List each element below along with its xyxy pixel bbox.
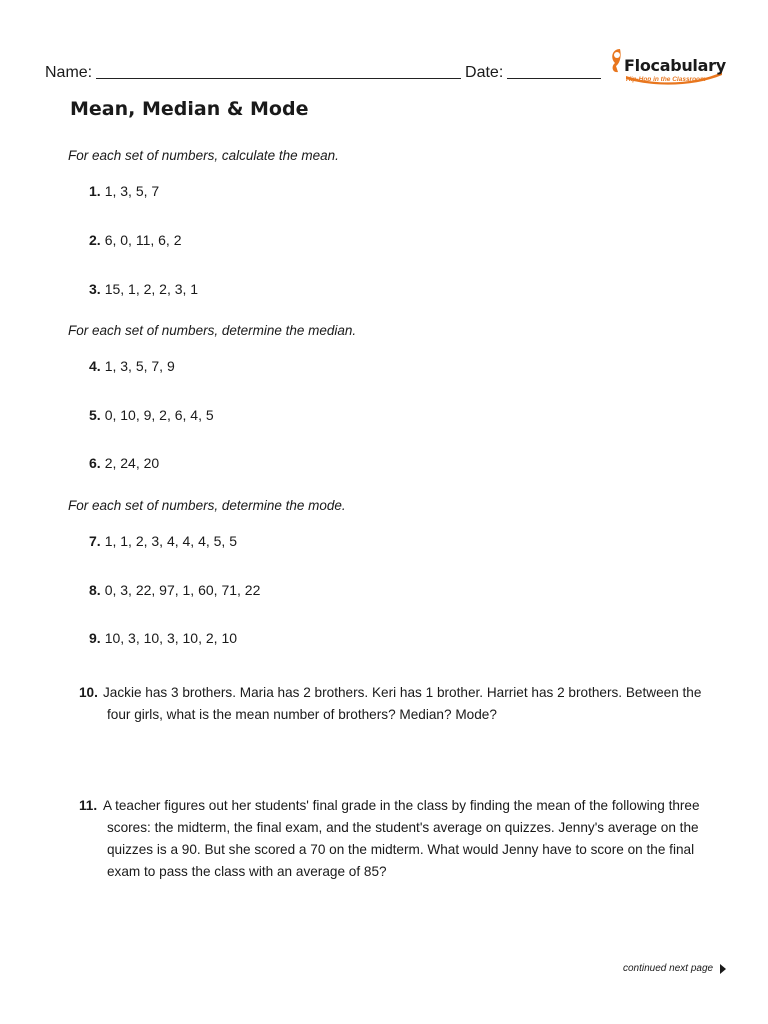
problem-number: 7.: [89, 533, 101, 549]
date-field-line[interactable]: [507, 58, 601, 79]
arrow-right-icon: [720, 964, 726, 974]
section-instruction-median: For each set of numbers, determine the median.: [68, 323, 357, 338]
problem-text: 2, 24, 20: [104, 455, 160, 471]
problem-text: 10, 3, 10, 3, 10, 2, 10: [104, 630, 238, 646]
problem-number: 10.: [79, 685, 98, 700]
problem-6: [89, 455, 159, 471]
problem-number: 8.: [89, 582, 101, 598]
name-field-line[interactable]: [96, 58, 461, 79]
problem-text: 1, 1, 2, 3, 4, 4, 4, 5, 5: [104, 533, 237, 549]
problem-text: 6, 0, 11, 6, 2: [104, 232, 182, 248]
continued-label: continued next page: [623, 963, 714, 974]
word-problem-11: [79, 795, 719, 883]
problem-text: 0, 10, 9, 2, 6, 4, 5: [104, 407, 214, 423]
section-instruction-mean: For each set of numbers, calculate the mean.: [68, 148, 339, 163]
problem-4: [89, 358, 175, 374]
problem-text: 15, 1, 2, 2, 3, 1: [104, 281, 199, 297]
problem-8: [89, 582, 260, 598]
problem-number: 1.: [89, 183, 101, 199]
worksheet-title: Mean, Median & Mode: [70, 98, 309, 120]
problem-2: [89, 232, 181, 248]
problem-5: [89, 407, 214, 423]
date-label: Date:: [465, 64, 504, 81]
continued-next-page[interactable]: [623, 963, 726, 974]
word-problem-10: [79, 682, 719, 726]
problem-text: 1, 3, 5, 7: [104, 183, 160, 199]
problem-number: 9.: [89, 630, 101, 646]
name-label: Name:: [45, 64, 93, 81]
problem-9: [89, 630, 237, 646]
problem-number: 5.: [89, 407, 101, 423]
problem-number: 11.: [79, 798, 98, 813]
problem-text: 0, 3, 22, 97, 1, 60, 71, 22: [104, 582, 261, 598]
problem-7: [89, 533, 237, 549]
name-date-row: [45, 54, 605, 82]
logo-wordmark: Flocabulary: [624, 56, 726, 75]
problem-text: A teacher figures out her students' final grade in the class by finding the mean of the following three scores: the midterm, the final exam, and the student's average on quizzes. Jenny's average on the quizzes is a 90. But she scored a 70 on the midterm. What would Jenny have to score on the final exam to pass the class with an average of 85?: [103, 798, 700, 879]
section-instruction-mode: For each set of numbers, determine the mode.: [68, 498, 346, 513]
problem-3: [89, 281, 198, 297]
logo-tagline: Hip-Hop in the Classroom: [626, 76, 706, 83]
problem-number: 6.: [89, 455, 101, 471]
problem-text: Jackie has 3 brothers. Maria has 2 brothers. Keri has 1 brother. Harriet has 2 brothers. Between the four girls, what is the mean number of brothers? Median? Mode?: [103, 685, 702, 722]
problem-number: 4.: [89, 358, 101, 374]
problem-text: 1, 3, 5, 7, 9: [104, 358, 175, 374]
flocabulary-logo: [606, 46, 726, 86]
problem-1: [89, 183, 159, 199]
problem-number: 3.: [89, 281, 101, 297]
problem-number: 2.: [89, 232, 101, 248]
